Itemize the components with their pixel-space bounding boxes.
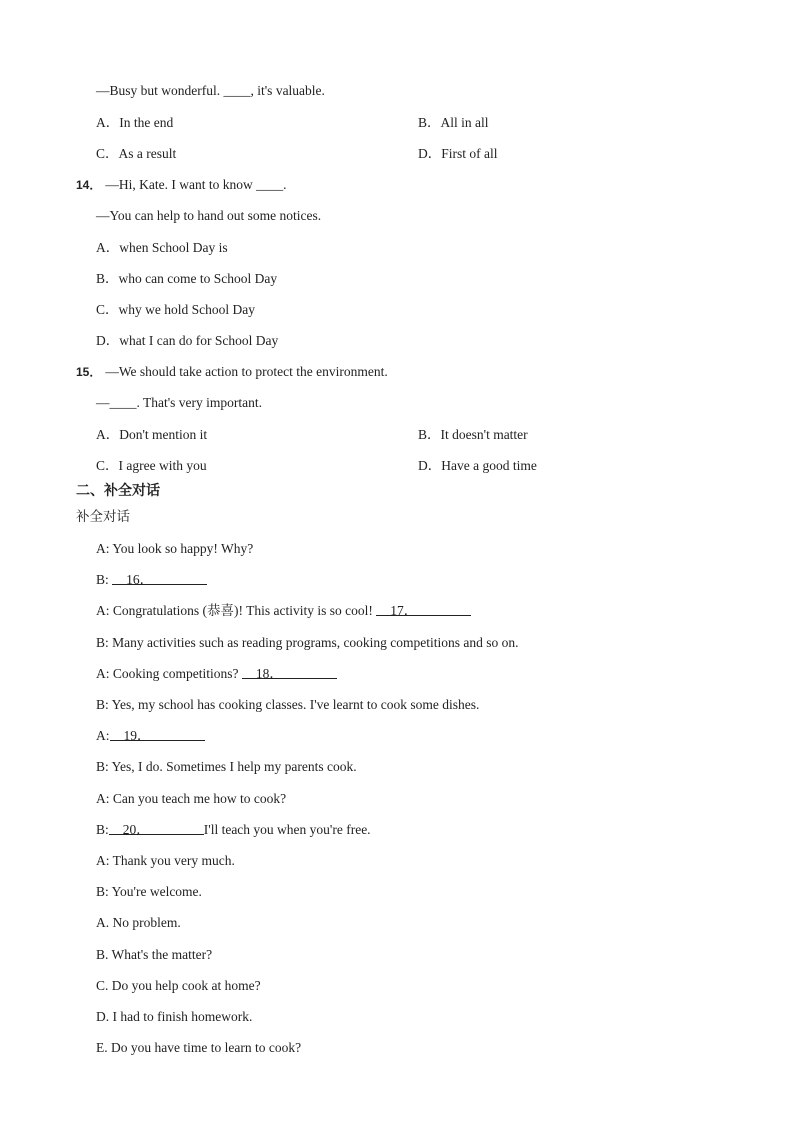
- dialogue-line: [96, 665, 337, 683]
- q14-stem-post: .: [283, 177, 287, 192]
- q15-option-b[interactable]: [418, 426, 528, 444]
- q15-dash: —: [96, 395, 110, 410]
- option-text: As a result: [118, 146, 177, 161]
- q13-option-a[interactable]: [96, 114, 173, 132]
- blank-17[interactable]: [376, 602, 471, 616]
- option-letter: C．: [96, 302, 119, 317]
- q15-answer-text: . That's very important.: [136, 395, 263, 410]
- option-text: who can come to School Day: [118, 271, 278, 286]
- option-text: In the end: [119, 115, 174, 130]
- blank-number: 19．: [123, 728, 151, 743]
- q15-blank: ____: [109, 395, 137, 410]
- speaker: A:: [96, 728, 110, 743]
- dialogue-line: [96, 821, 371, 839]
- option-letter: D．: [96, 333, 120, 348]
- question-number: 14．: [76, 178, 102, 192]
- option-text: why we hold School Day: [118, 302, 255, 317]
- q13-answer-text: —Busy but wonderful.: [96, 83, 224, 98]
- choice-item: E. Do you have time to learn to cook?: [96, 1040, 302, 1055]
- dialogue-line: [96, 727, 205, 745]
- blank-20[interactable]: [109, 821, 204, 835]
- q15-option-c[interactable]: [96, 457, 207, 475]
- option-letter: D．: [418, 458, 442, 473]
- dialogue-line: [96, 571, 207, 589]
- option-text: All in all: [440, 115, 489, 130]
- blank-19[interactable]: [110, 727, 205, 741]
- dialogue-line: B: Many activities such as reading programs, cooking competitions and so on.: [96, 635, 519, 650]
- option-letter: C．: [96, 458, 119, 473]
- option-letter: B．: [418, 115, 441, 130]
- q13-blank: ____: [223, 83, 251, 98]
- option-letter: A．: [96, 427, 120, 442]
- q14-blank: ____: [256, 177, 284, 192]
- choice-item: B. What's the matter?: [96, 947, 213, 962]
- q14-option-a[interactable]: [96, 239, 228, 257]
- q14-answer-line: —You can help to hand out some notices.: [96, 208, 322, 223]
- section-subheading: 补全对话: [76, 509, 130, 525]
- q13-answer-text-post: , it's valuable.: [250, 83, 325, 98]
- q15-option-d[interactable]: [418, 457, 537, 475]
- option-text: Don't mention it: [119, 427, 208, 442]
- option-letter: B．: [418, 427, 441, 442]
- option-letter: D．: [418, 146, 442, 161]
- option-text: Have a good time: [441, 458, 537, 473]
- q15-stem-text: —We should take action to protect the environment.: [105, 364, 388, 379]
- q14-option-b[interactable]: [96, 270, 277, 288]
- q14-stem-text: —Hi, Kate. I want to know: [105, 177, 257, 192]
- option-text: It doesn't matter: [440, 427, 528, 442]
- option-text: when School Day is: [119, 240, 228, 255]
- question-number: 15．: [76, 365, 102, 379]
- blank-16[interactable]: [112, 571, 207, 585]
- dialogue-text: A: Cooking competitions?: [96, 666, 242, 681]
- speaker: B:: [96, 572, 113, 587]
- speaker: B:: [96, 822, 109, 837]
- dialogue-line: B: Yes, my school has cooking classes. I've learnt to cook some dishes.: [96, 697, 480, 712]
- q15-option-a[interactable]: [96, 426, 207, 444]
- q13-option-b[interactable]: [418, 114, 489, 132]
- option-letter: A．: [96, 115, 120, 130]
- choice-item: D. I had to finish homework.: [96, 1009, 253, 1024]
- blank-number: 18．: [255, 666, 283, 681]
- option-text: what I can do for School Day: [119, 333, 279, 348]
- option-text: First of all: [441, 146, 498, 161]
- q15-answer-line: [96, 394, 262, 412]
- blank-number: 20．: [122, 822, 150, 837]
- choice-item: A. No problem.: [96, 915, 181, 930]
- q13-option-d[interactable]: [418, 145, 498, 163]
- option-letter: C．: [96, 146, 119, 161]
- option-letter: B．: [96, 271, 119, 286]
- q14-stem: [76, 176, 286, 194]
- section-heading: 二、补全对话: [76, 483, 160, 499]
- dialogue-line: A: Can you teach me how to cook?: [96, 791, 287, 806]
- q14-option-d[interactable]: [96, 332, 278, 350]
- dialogue-line: A: You look so happy! Why?: [96, 541, 254, 556]
- q13-answer-line: [96, 82, 325, 100]
- blank-18[interactable]: [242, 665, 337, 679]
- blank-number: 16．: [126, 572, 154, 587]
- dialogue-text: I'll teach you when you're free.: [203, 822, 371, 837]
- dialogue-line: A: Thank you very much.: [96, 853, 235, 868]
- choice-item: C. Do you help cook at home?: [96, 978, 261, 993]
- option-text: I agree with you: [118, 458, 207, 473]
- q13-option-c[interactable]: [96, 145, 176, 163]
- q15-stem: [76, 363, 388, 381]
- option-letter: A．: [96, 240, 120, 255]
- dialogue-line: [96, 602, 471, 620]
- dialogue-line: B: You're welcome.: [96, 884, 202, 899]
- dialogue-line: B: Yes, I do. Sometimes I help my parents cook.: [96, 759, 357, 774]
- dialogue-text: A: Congratulations (恭喜)! This activity is so cool!: [96, 603, 377, 618]
- blank-number: 17．: [390, 603, 418, 618]
- q14-option-c[interactable]: [96, 301, 255, 319]
